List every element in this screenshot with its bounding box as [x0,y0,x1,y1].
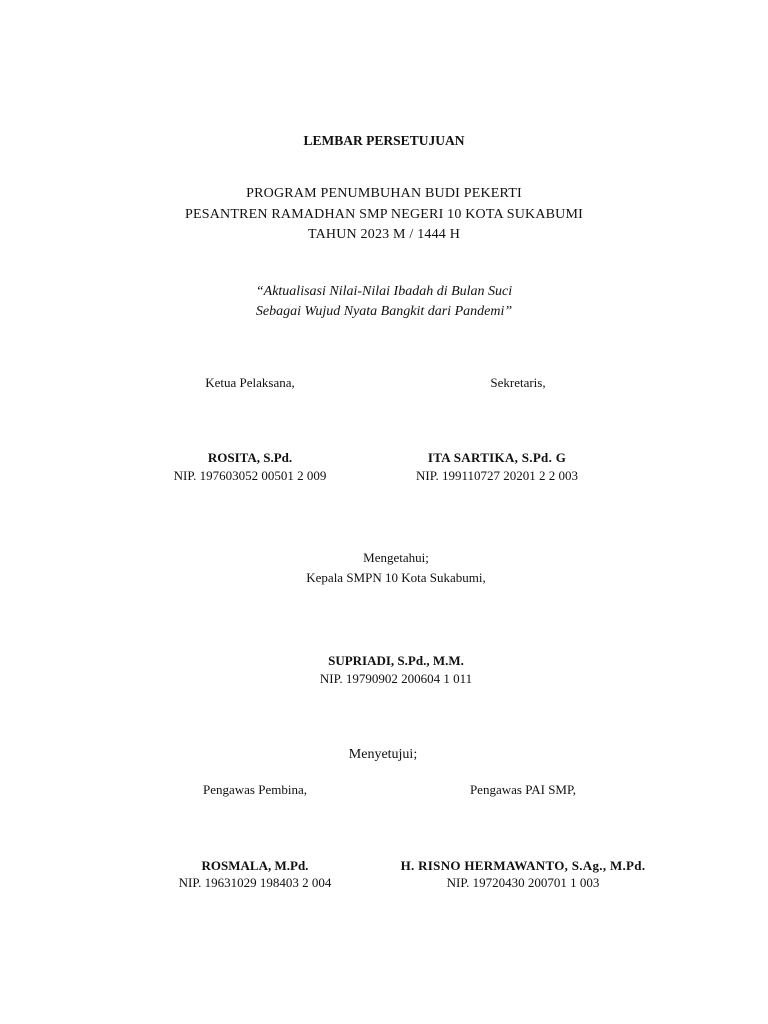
chair-nip: NIP. 197603052 00501 2 009 [173,468,327,483]
chair-role: Ketua Pelaksana, [205,375,295,390]
principal-nip: NIP. 19790902 200604 1 011 [319,671,473,686]
theme-line-1: “Aktualisasi Nilai-Nilai Ibadah di Bulan Suci [255,284,513,299]
approved-label: Menyetujui; [348,747,418,762]
secretary-role: Sekretaris, [490,375,546,390]
principal-name: SUPRIADI, S.Pd., M.M. [328,653,464,668]
program-line-2: PESANTREN RAMADHAN SMP NEGERI 10 KOTA SUKABUMI [184,207,584,222]
pai-supervisor-role: Pengawas PAI SMP, [469,782,577,797]
acknowledged-label: Mengetahui; [363,550,429,565]
signatory-chair [150,375,350,391]
pai-supervisor-nip: NIP. 19720430 200701 1 003 [446,875,600,890]
program-line-1: PROGRAM PENUMBUHAN BUDI PEKERTI [246,186,522,201]
program-line-3: TAHUN 2023 M / 1444 H [307,227,461,242]
principal-role: Kepala SMPN 10 Kota Sukabumi, [306,570,486,585]
pai-supervisor-name: H. RISNO HERMAWANTO, S.Ag., M.Pd. [400,858,646,873]
theme-line-2: Sebagai Wujud Nyata Bangkit dari Pandemi” [255,304,513,319]
supervisor-name: ROSMALA, M.Pd. [201,858,309,873]
signatory-secretary [418,375,618,391]
secretary-name: ITA SARTIKA, S.Pd. G [427,450,567,465]
supervisor-nip: NIP. 19631029 198403 2 004 [178,875,332,890]
supervisor-role: Pengawas Pembina, [203,782,307,797]
document-title: LEMBAR PERSETUJUAN [303,133,465,148]
chair-name: ROSITA, S.Pd. [207,450,293,465]
secretary-nip: NIP. 199110727 20201 2 2 003 [415,468,579,483]
